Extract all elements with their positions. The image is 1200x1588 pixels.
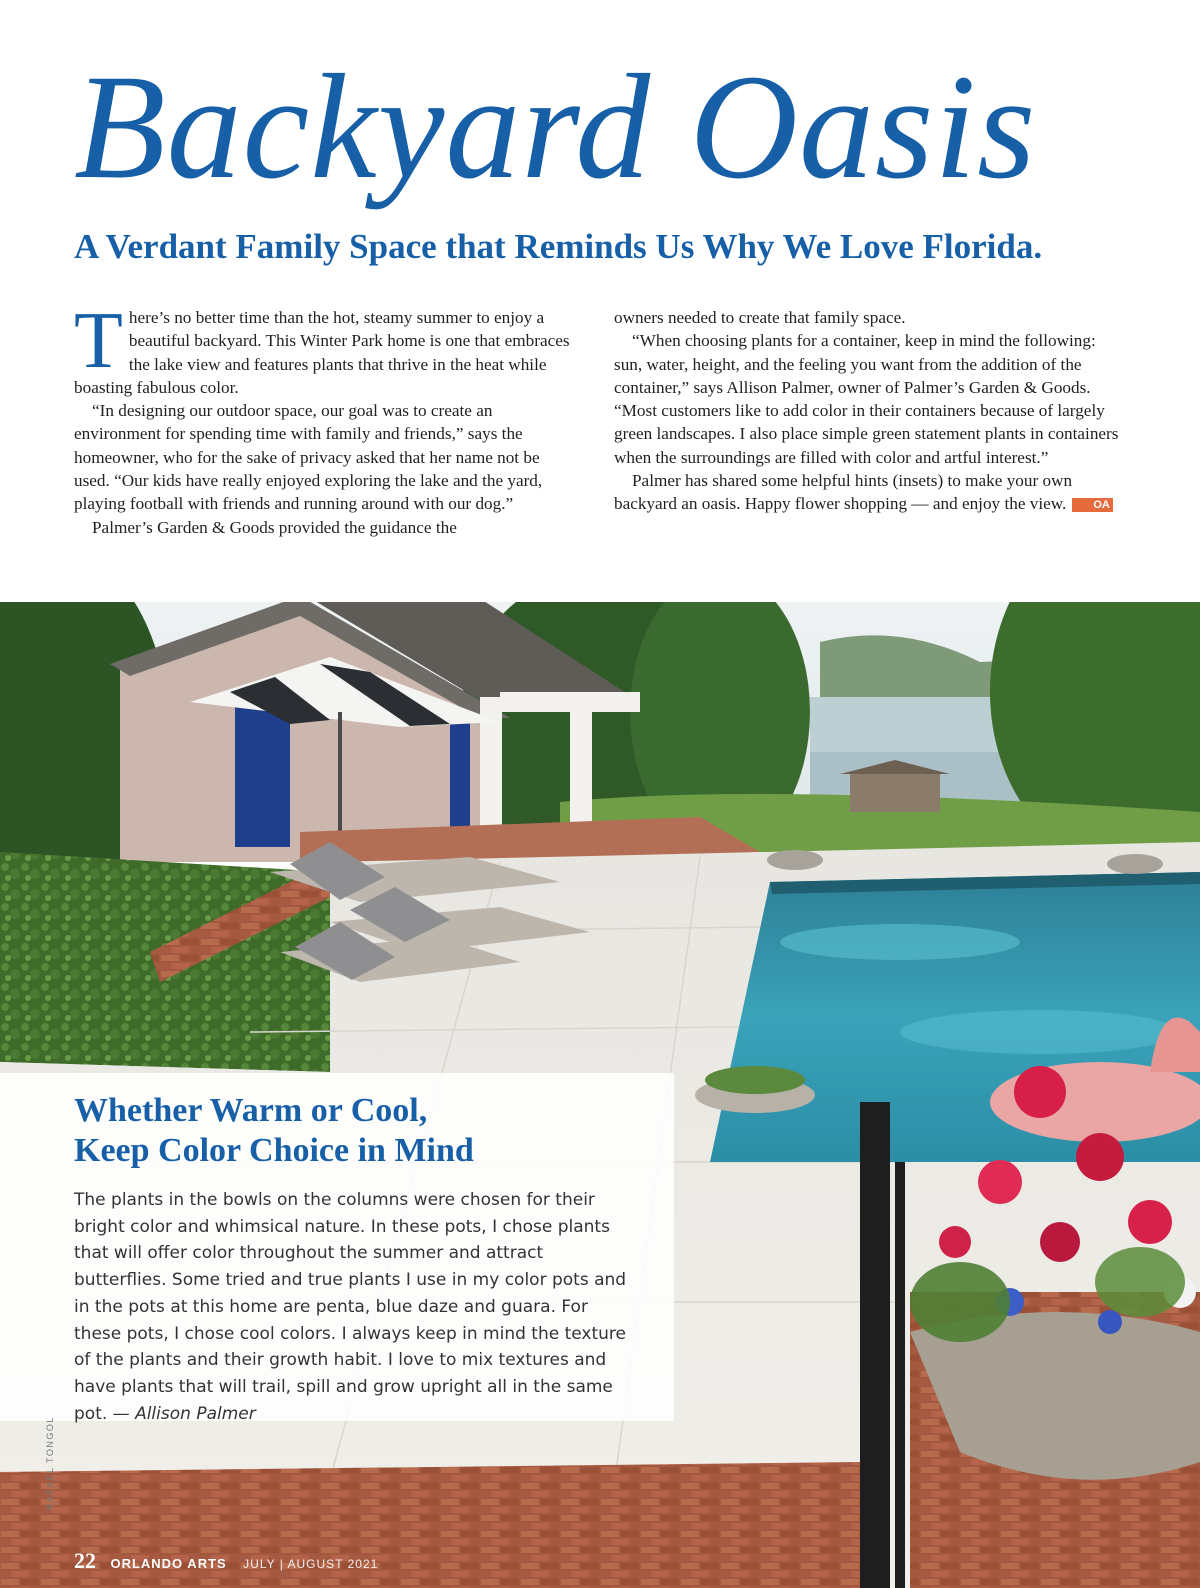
paragraph-text: Palmer has shared some helpful hints (insets) to make your own backyard an oasis. Happy flower shopping — and enjoy the view. [614,471,1073,514]
drop-cap: T [74,297,123,385]
article-title: Backyard Oasis [74,44,1037,210]
inset-attribution: Allison Palmer [135,1403,256,1424]
tip-inset [0,1073,674,1424]
inset-body [74,1187,634,1427]
article-subtitle: A Verdant Family Space that Reminds Us Why We Love Florida. [74,227,1043,266]
inset-body-text: The plants in the bowls on the columns were chosen for their bright color and whimsical nature. In these pots, I chose plants that will offer color throughout the summer and attract butterflies. Some tried and true plants I use in my color pots and in the pots at this home are penta, blue daze and guara. For these pots, I chose cool colors. I always keep in mind the texture of the plants and their growth habit. I love to mix textures and have plants that will trail, spill and grow upright all in the same pot. — [74,1190,627,1424]
body-column-left [74,297,574,539]
inset-title-line: Keep Color Choice in Mind [74,1132,474,1169]
issue-date: JULY | AUGUST 2021 [243,1557,379,1571]
page-number: 22 [74,1548,96,1573]
body-column-right [614,306,1126,516]
paragraph [614,469,1126,516]
paragraph: owners needed to create that family space. [614,308,906,327]
inset-title [74,1091,474,1171]
paragraph: “In designing our outdoor space, our goal was to create an environment for spending time with family and friends,” says the homeowner, who for the sake of privacy asked that her name not be used. “Our kids have really enjoyed exploring the lake and the yard, playing football with friends and running around with our dog.” [74,401,543,514]
photo-credit: RAFAEL TONGOL [45,1416,55,1510]
paragraph: Palmer’s Garden & Goods provided the guidance the [92,517,457,537]
publication-name: ORLANDO ARTS [110,1556,227,1571]
paragraph: “When choosing plants for a container, keep in mind the following: sun, water, height, and the feeling you want from the addition of the container,” says Allison Palmer, owner of Palmer’s Garden & Goods. “Most customers like to add color in their containers because of largely green landscapes. I also place simple green statement plants in containers when the surroundings are filled with color and artful interest.” [614,331,1119,467]
inset-title-line: Whether Warm or Cool, [74,1092,428,1129]
page-footer [74,1548,378,1574]
paragraph [74,297,574,399]
oa-end-mark: OA [1072,498,1113,512]
paragraph-text: here’s no better time than the hot, steamy summer to enjoy a beautiful backyard. This Winter Park home is one that embraces the lake view and features plants that thrive in the heat while boasting fabulous color. [74,308,570,397]
